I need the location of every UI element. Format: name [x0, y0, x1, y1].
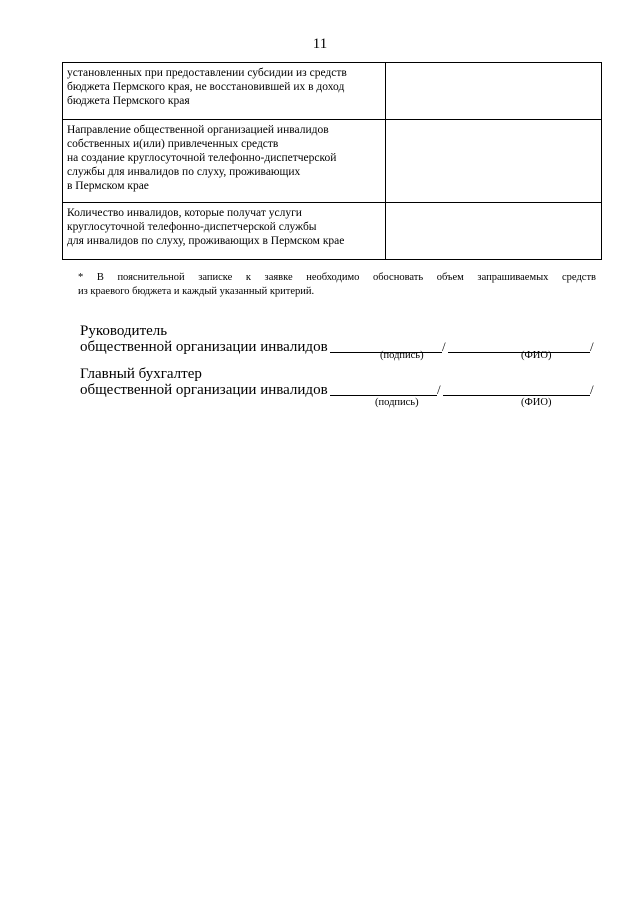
- table-row: [63, 203, 602, 260]
- accountant-name-caption: (ФИО): [521, 397, 552, 408]
- accountant-name-line[interactable]: [443, 395, 590, 396]
- criterion-label-line: собственных и(или) привлеченных средств: [67, 138, 279, 150]
- criterion-label-line: в Пермском крае: [67, 180, 149, 192]
- accountant-signature-row: [80, 382, 600, 398]
- criterion-value-cell: [386, 120, 602, 203]
- criterion-label-line: Количество инвалидов, которые получат услуги: [67, 207, 302, 219]
- criterion-label-line: для инвалидов по слуху, проживающих в Пермском крае: [67, 235, 345, 247]
- head-name-line[interactable]: [448, 352, 590, 353]
- criterion-value-cell: [386, 203, 602, 260]
- accountant-slash: /: [437, 382, 441, 397]
- criterion-label-line: установленных при предоставлении субсидии из средств: [67, 67, 347, 79]
- table-row: [63, 63, 602, 120]
- criterion-label-line: круглосуточной телефонно-диспетчерской службы: [67, 221, 317, 233]
- accountant-title: Главный бухгалтер: [80, 366, 202, 382]
- criterion-label: [63, 203, 386, 260]
- footnote: [78, 271, 596, 299]
- criterion-label-line: бюджета Пермского края, не восстановившей их в доход: [67, 81, 345, 93]
- accountant-slash-end: /: [590, 382, 594, 397]
- footnote-line: * В пояснительной записке к заявке необходимо обосновать объем запрашиваемых средств: [78, 272, 596, 283]
- criterion-label-line: на создание круглосуточной телефонно-диспетчерской: [67, 152, 337, 164]
- accountant-signature-caption: (подпись): [375, 397, 419, 408]
- head-slash-end: /: [590, 339, 594, 354]
- accountant-signature-line[interactable]: [330, 395, 437, 396]
- criterion-label: [63, 63, 386, 120]
- head-org-label: общественной организации инвалидов: [80, 339, 328, 355]
- page-number: 11: [312, 36, 328, 52]
- criterion-label: [63, 120, 386, 203]
- head-title: Руководитель: [80, 323, 168, 339]
- accountant-signature-block: [80, 366, 600, 408]
- criterion-value-cell: [386, 63, 602, 120]
- head-name-caption: (ФИО): [521, 350, 552, 361]
- head-signature-block: [80, 323, 600, 361]
- criteria-table: [62, 62, 602, 260]
- head-slash: /: [442, 339, 446, 354]
- head-signature-caption: (подпись): [380, 350, 424, 361]
- footnote-line: из краевого бюджета и каждый указанный критерий.: [78, 286, 315, 297]
- criterion-label-line: Направление общественной организацией инвалидов: [67, 124, 329, 136]
- criterion-label-line: бюджета Пермского края: [67, 95, 190, 107]
- criterion-label-line: службы для инвалидов по слуху, проживающих: [67, 166, 301, 178]
- table-row: [63, 120, 602, 203]
- accountant-org-label: общественной организации инвалидов: [80, 382, 328, 398]
